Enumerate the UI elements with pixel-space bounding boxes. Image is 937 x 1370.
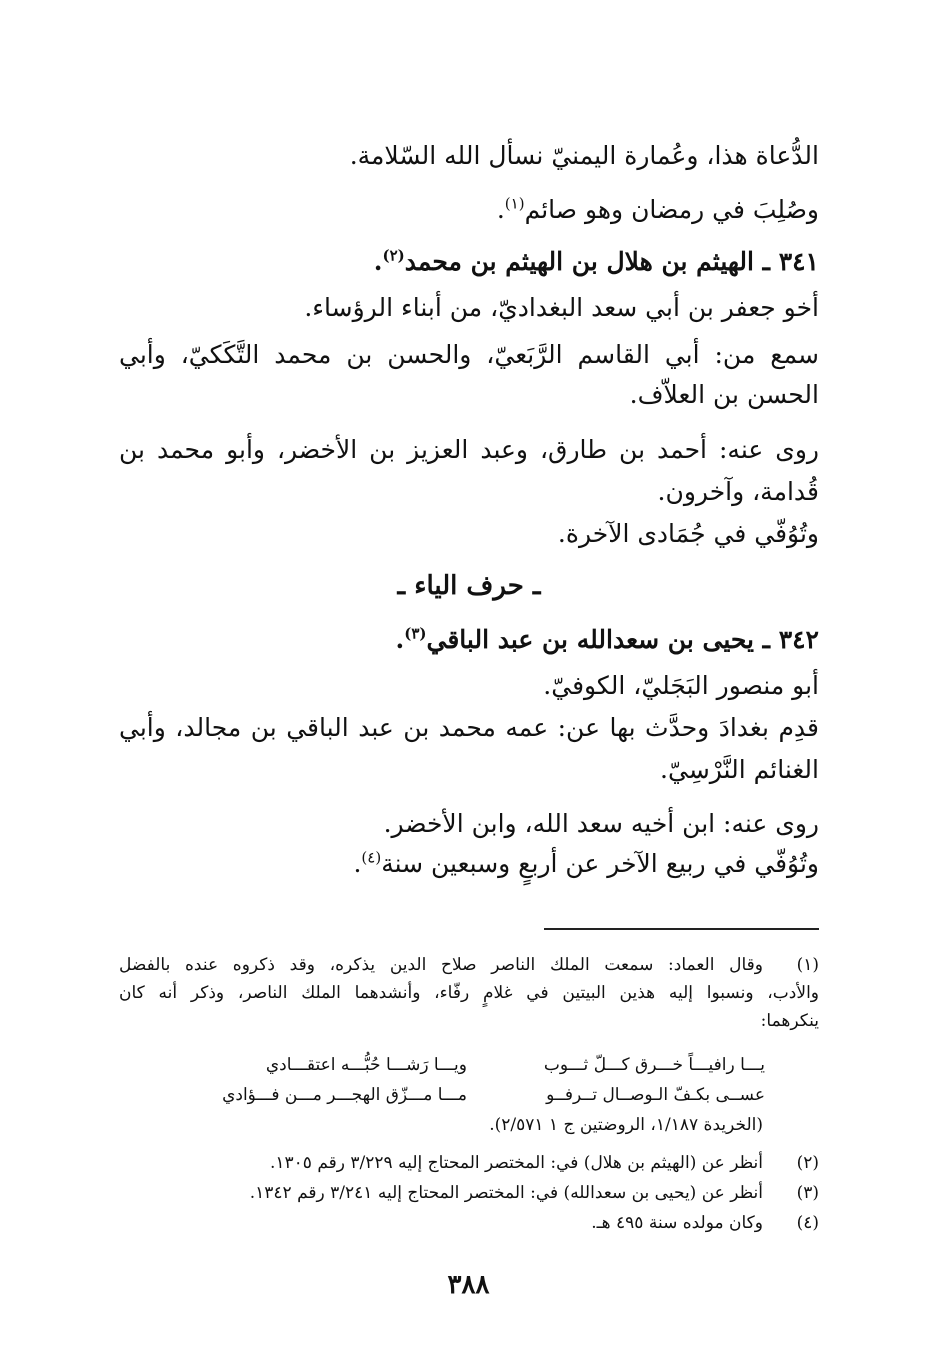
footnote-text: أنظر عن (يحيى بن سعدالله) في: المختصر المحتاج إليه ٣/٢٤١ رقم ١٣٤٢. <box>249 1183 763 1203</box>
line-text: أبو منصور البَجَليّ، الكوفيّ. <box>543 671 819 700</box>
text-line <box>119 138 819 174</box>
footnote-text-line <box>119 980 819 1007</box>
text-line <box>119 377 819 413</box>
text-line <box>119 516 819 552</box>
footnote-text: والأدب، ونسبوا إليه هذين البيتين في غلامٍ رفّاء، وأنشدهما الملك الناصر، وذكر أنه كان <box>119 983 819 1003</box>
footnote-text-line <box>119 952 763 979</box>
verse-text: عســى بكـفّ الـوصــال تــرفــو <box>546 1085 765 1105</box>
punctuation: . <box>373 247 383 276</box>
entry-title: ٣٤١ ـ الهيثم بن هلال بن الهيثم بن محمد <box>404 247 819 276</box>
text-line <box>119 752 819 788</box>
line-text: روى عنه: أحمد بن طارق، وعبد العزيز بن الأخضر، وأبو محمد بن <box>119 435 819 464</box>
punctuation: . <box>395 625 405 654</box>
verse-hemistich <box>535 1082 765 1109</box>
text-line <box>119 668 819 704</box>
footnote-number: (١) <box>796 955 819 975</box>
line-text: الغنائم النَّرْسِيّ. <box>660 755 819 784</box>
text-line <box>119 474 819 510</box>
footnote-3 <box>119 1180 819 1207</box>
line-text: وصُلِبَ في رمضان وهو صائم <box>524 195 819 224</box>
footnote-marker: (٢) <box>382 246 405 265</box>
footnote-text: ينكرهما: <box>760 1011 819 1031</box>
section-title: ـ حرف الياء ـ <box>397 571 541 601</box>
footnote-separator <box>544 928 819 930</box>
footnote-number: (٣) <box>796 1183 819 1203</box>
line-text: وتُوُفّي في ربيع الآخر عن أربعٍ وسبعين سنة <box>381 849 819 878</box>
footnote-source <box>119 1112 763 1139</box>
punctuation: . <box>353 849 362 878</box>
footnote-text: وكان مولده سنة ٤٩٥ هـ. <box>591 1213 763 1233</box>
line-text: وتُوُفّي في جُمَادى الآخرة. <box>557 519 819 548</box>
verse-hemistich <box>167 1082 467 1109</box>
section-heading <box>119 568 819 604</box>
footnote-marker: (٤) <box>361 848 382 867</box>
punctuation: . <box>496 195 505 224</box>
footnote-4 <box>119 1210 819 1237</box>
footnote-marker: (٣) <box>404 624 427 643</box>
verse-text: ويـــا رَشـــا حُبُّـــه اعتقـــادي <box>265 1055 467 1075</box>
text-line <box>119 846 819 882</box>
text-line <box>119 337 819 373</box>
line-text: أخو جعفر بن أبي سعد البغداديّ، من أبناء الرؤساء. <box>304 293 819 322</box>
line-text: قُدامة، وآخرون. <box>657 477 819 506</box>
text-line <box>119 432 819 468</box>
page-number: ٣٨٨ <box>447 1270 490 1300</box>
entry-heading <box>119 622 819 658</box>
line-text: قدِم بغدادَ وحدَّث بها عن: عمه محمد بن عبد الباقي بن مجالد، وأبي <box>119 713 819 742</box>
verse-text: مـــا مـــزّق الهجـــر مـــن فـــؤادي <box>222 1085 467 1105</box>
verse-hemistich <box>167 1052 467 1079</box>
footnote-text: وقال العماد: سمعت الملك الناصر صلاح الدين يذكره، وقد ذكروه عنده بالفضل <box>119 955 763 975</box>
footnote-marker: (١) <box>504 194 525 213</box>
line-text: روى عنه: ابن أخيه سعد الله، وابن الأخضر. <box>383 809 819 838</box>
text-line <box>119 192 819 228</box>
entry-heading <box>119 244 819 280</box>
footnote-2 <box>119 1150 819 1177</box>
footnote-number: (٢) <box>796 1153 819 1173</box>
line-text: الدُّعاة هذا، وعُمارة اليمنيّ نسأل الله السّلامة. <box>349 141 819 170</box>
footnote-text-line <box>119 1008 819 1035</box>
verse-hemistich <box>535 1052 765 1079</box>
text-line <box>119 290 819 326</box>
entry-title: ٣٤٢ ـ يحيى بن سعدالله بن عبد الباقي <box>426 625 819 654</box>
text-line <box>119 806 819 842</box>
verse-text: يـــا رافيـــاً خـــرق كـــلّ ثـــوب <box>543 1055 765 1075</box>
footnote-text: (الخريدة ١/١٨٧، الروضتين ج ١ ٢/٥٧١). <box>489 1115 763 1135</box>
line-text: سمع من: أبي القاسم الرَّبَعيّ، والحسن بن محمد التَّكَكيّ، وأبي <box>119 340 819 369</box>
footnote-number: (٤) <box>796 1213 819 1233</box>
line-text: الحسن بن العلاّف. <box>629 380 819 409</box>
text-line <box>119 710 819 746</box>
footnote-text: أنظر عن (الهيثم بن هلال) في: المختصر المحتاج إليه ٣/٢٢٩ رقم ١٣٠٥. <box>270 1153 763 1173</box>
